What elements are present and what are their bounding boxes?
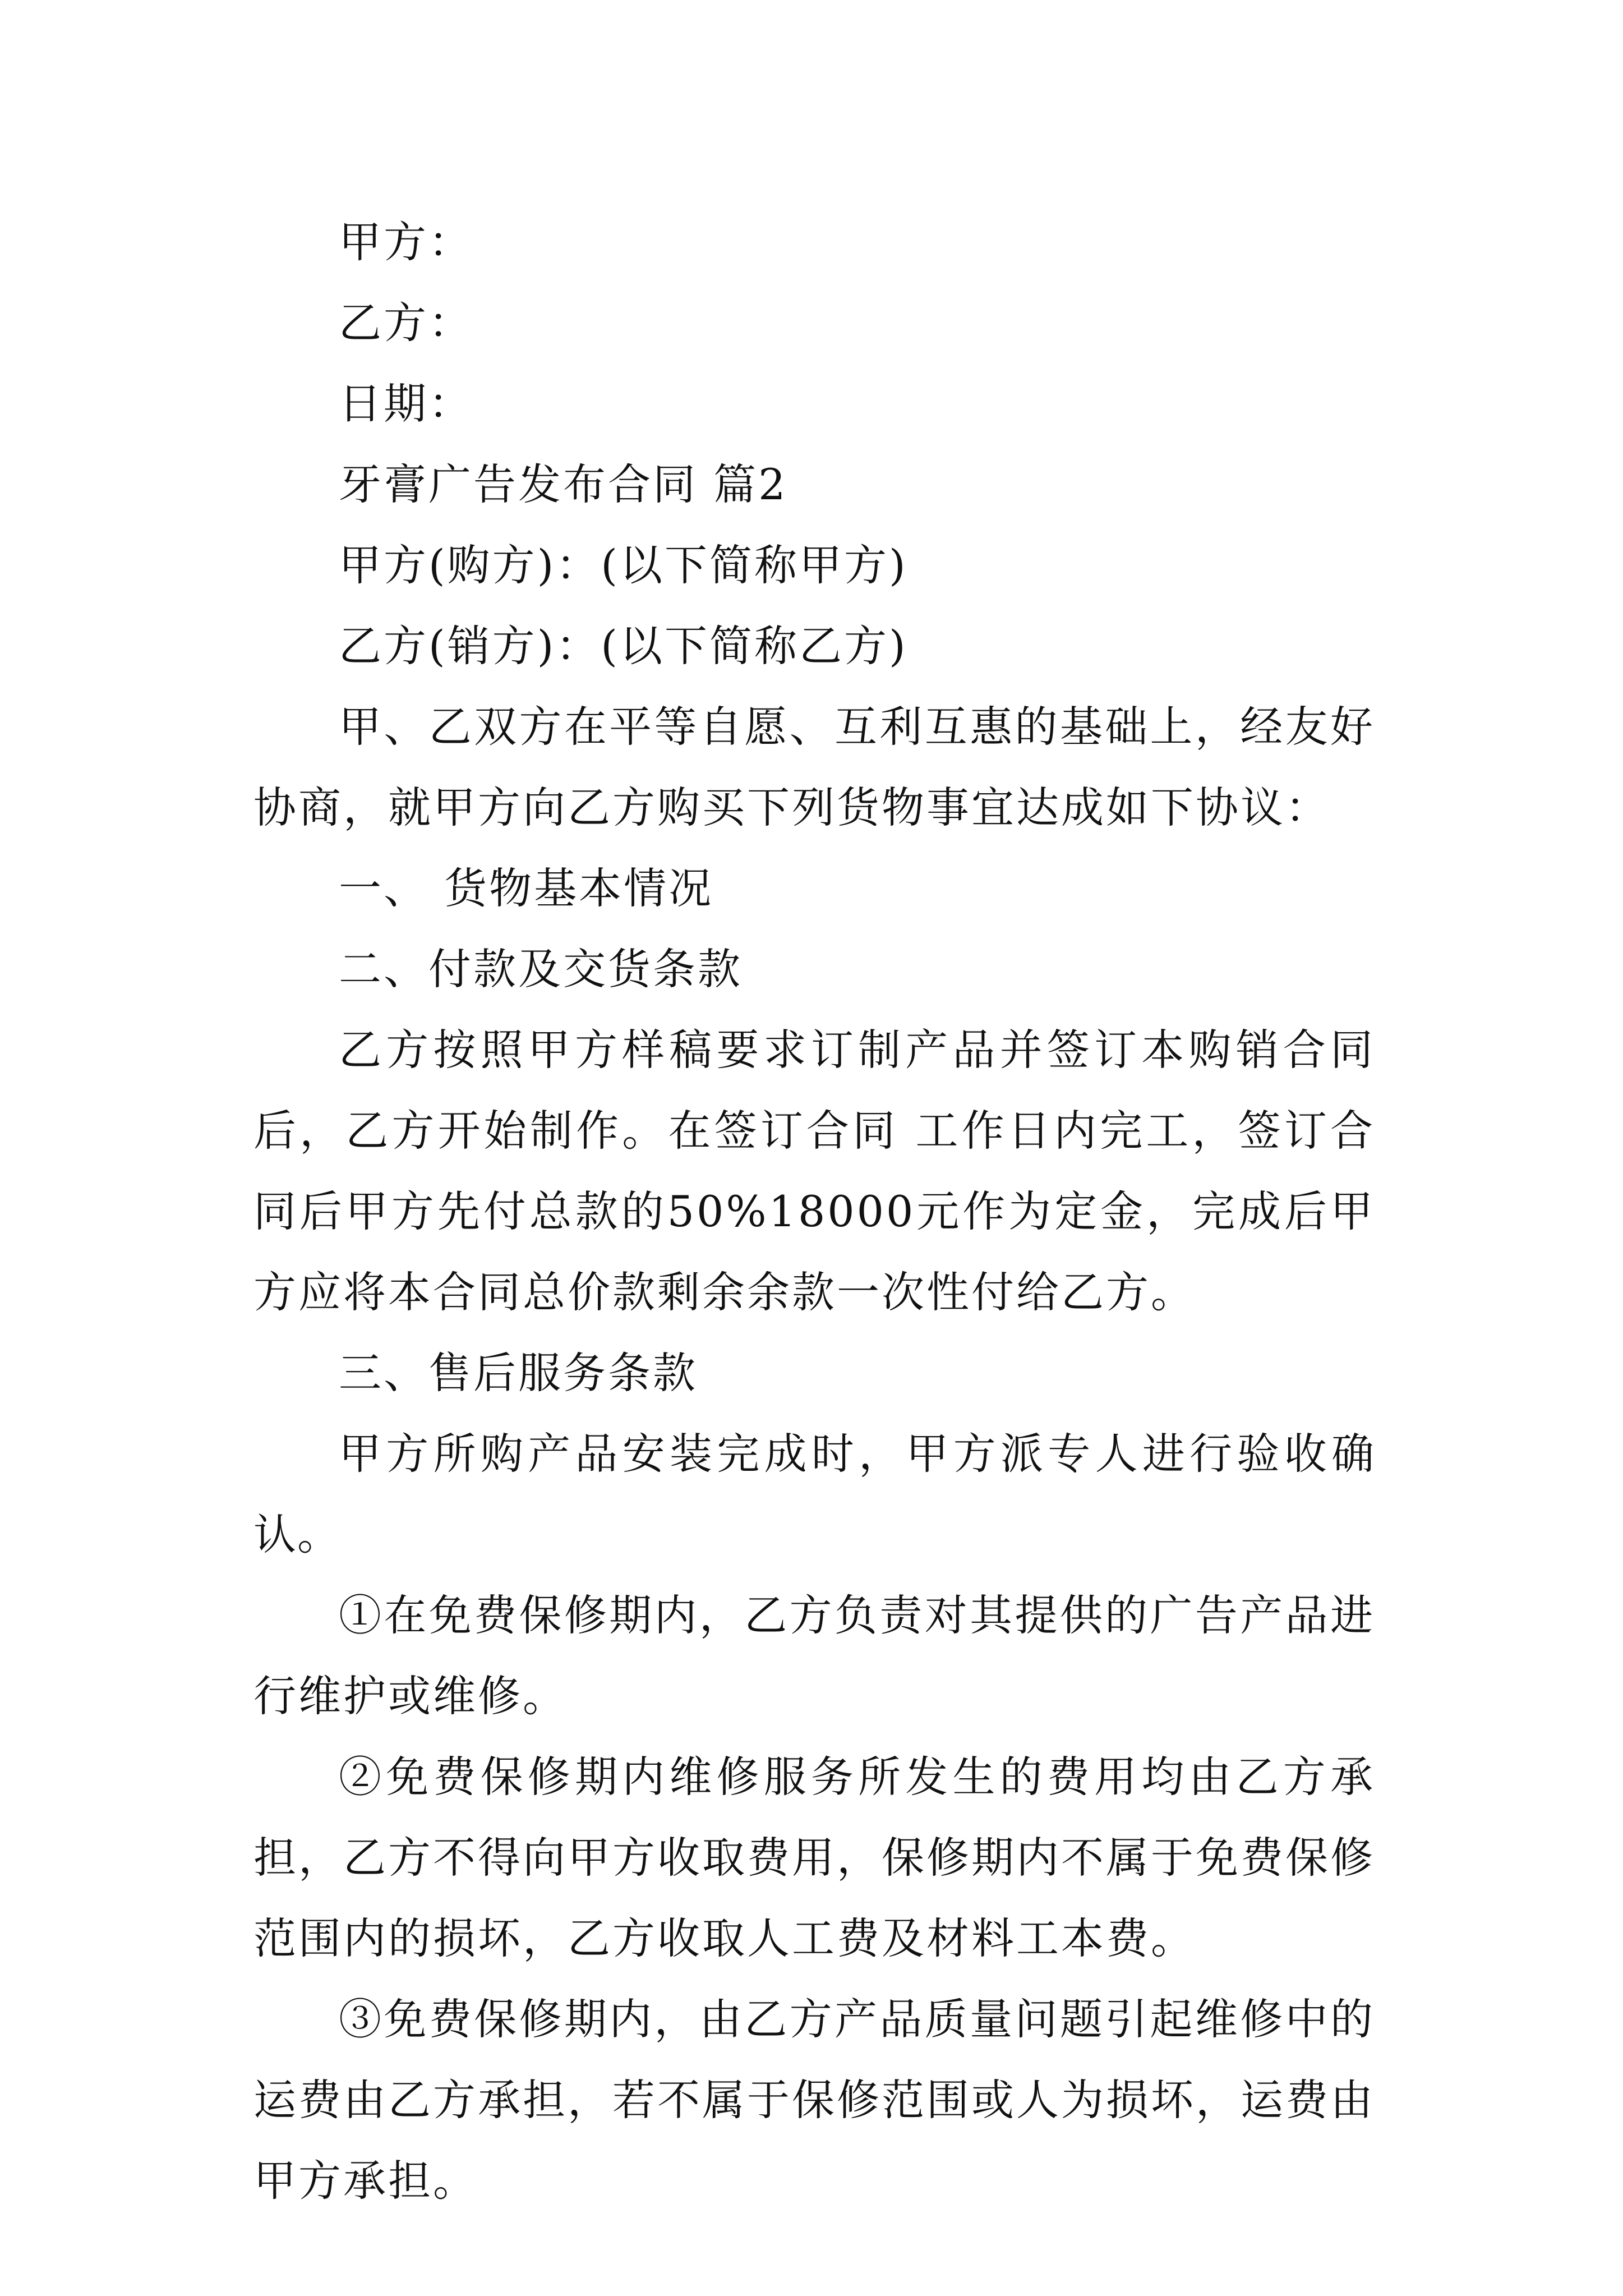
- section-heading-payment: 二、付款及交货条款: [339, 944, 743, 994]
- contract-title: 牙膏广告发布合同 篇2: [339, 459, 788, 509]
- warranty-clause-3: ③免费保修期内，由乙方产品质量问题引起维修中的运费由乙方承担，若不属于保修范围或人为损坏，运费由甲方承担。: [253, 1994, 1375, 2206]
- preamble-paragraph: 甲、乙双方在平等自愿、互利互惠的基础上，经友好协商，就甲方向乙方购买下列货物事宜达成如下协议：: [253, 702, 1375, 832]
- party-a-line: 甲方：: [339, 217, 473, 267]
- payment-paragraph: 乙方按照甲方样稿要求订制产品并签订本购销合同后，乙方开始制作。在签订合同 工作日内完工，签订合同后甲方先付总款的50%18000元作为定金，完成后甲方应将本合同总价款剩余余款一次性付给乙方。: [253, 1025, 1375, 1317]
- acceptance-paragraph: 甲方所购产品安装完成时，甲方派专人进行验收确认。: [253, 1429, 1375, 1559]
- date-line: 日期：: [339, 379, 473, 429]
- section-heading-after-sales: 三、售后服务条款: [339, 1348, 698, 1398]
- section-heading-goods: 一、 货物基本情况: [339, 863, 714, 913]
- seller-line: 乙方(销方)：(以下简称乙方): [339, 621, 908, 671]
- buyer-line: 甲方(购方)：(以下简称甲方): [339, 540, 908, 590]
- warranty-clause-2: ②免费保修期内维修服务所发生的费用均由乙方承担，乙方不得向甲方收取费用，保修期内不属于免费保修范围内的损坏，乙方收取人工费及材料工本费。: [253, 1752, 1375, 1963]
- document-body: [253, 202, 1375, 2221]
- warranty-clause-1: ①在免费保修期内，乙方负责对其提供的广告产品进行维护或维修。: [253, 1590, 1375, 1721]
- party-b-line: 乙方：: [339, 298, 473, 348]
